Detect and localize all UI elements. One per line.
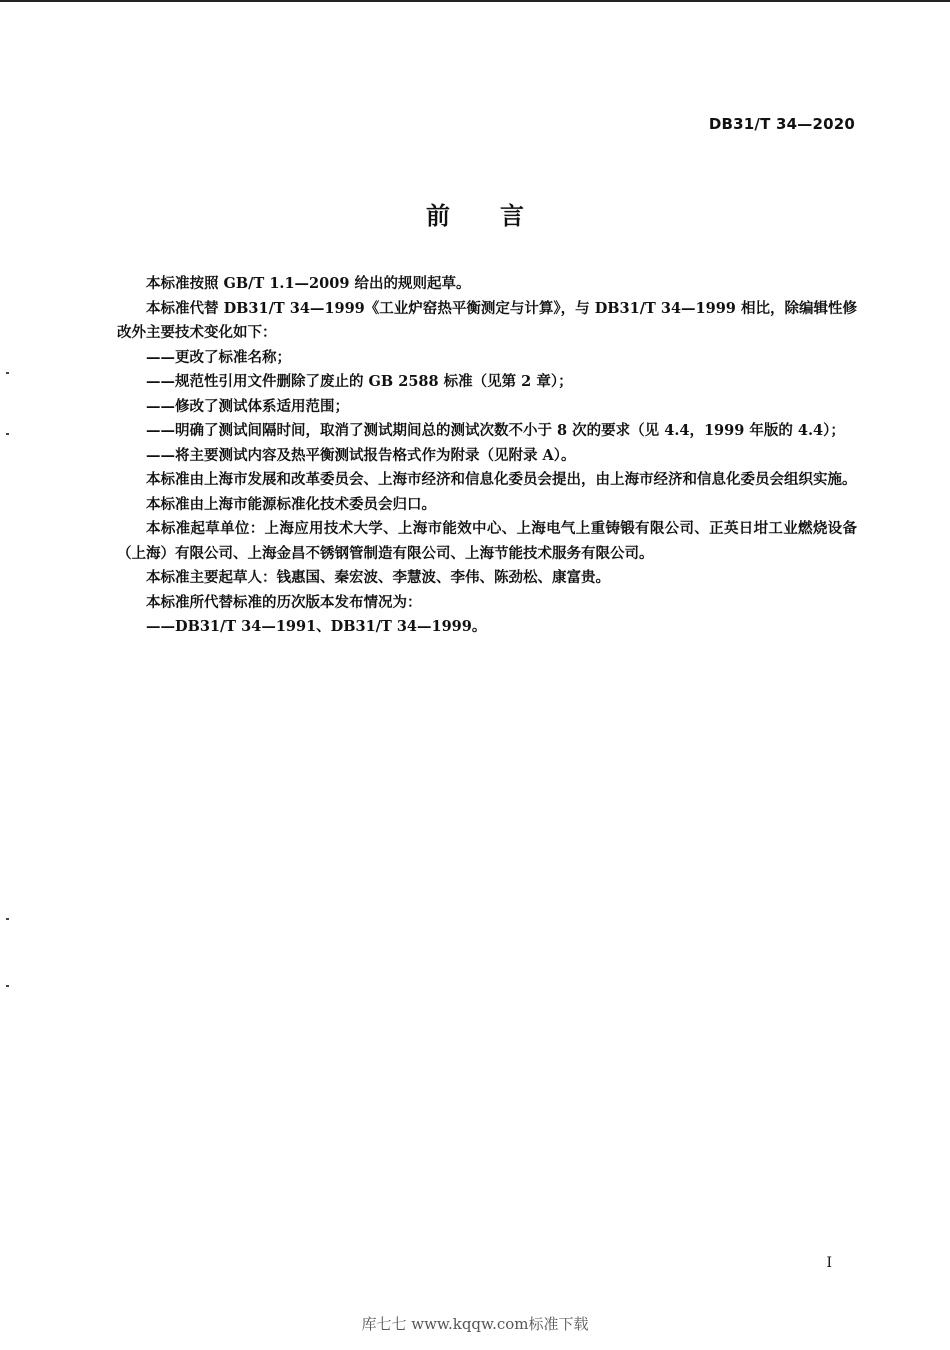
paragraph-drafting-units: 本标准起草单位：上海应用技术大学、上海市能效中心、上海电气上重铸锻有限公司、正英日坩工业燃烧设备（上海）有限公司、上海金昌不锈钢管制造有限公司、上海节能技术服务有限公司。 [117, 520, 857, 562]
paragraph-replacement: 本标准代替 DB31/T 34—1999《工业炉窑热平衡测定与计算》，与 DB31/T 34—1999 相比，除编辑性修改外主要技术变化如下： [117, 299, 857, 341]
change-item: ——将主要测试内容及热平衡测试报告格式作为附录（见附录 A）。 [146, 446, 576, 464]
paragraph-committee: 本标准由上海市能源标准化技术委员会归口。 [146, 495, 436, 513]
page-title: 前言 [426, 202, 574, 230]
margin-mark [6, 985, 9, 987]
change-item: ——明确了测试间隔时间，取消了测试期间总的测试次数不小于 8 次的要求（见 4.4，1999 年版的 4.4）； [146, 422, 845, 439]
page-number: I [826, 1255, 832, 1271]
paragraph-drafters: 本标准主要起草人：钱惠国、秦宏波、李慧波、李伟、陈劲松、康富贵。 [146, 569, 610, 586]
paragraph-drafting-rule: 本标准按照 GB/T 1.1—2009 给出的规则起草。 [146, 275, 471, 292]
foreword-body [117, 272, 857, 640]
paragraph-history-intro: 本标准所代替标准的历次版本发布情况为： [146, 593, 422, 611]
margin-mark [6, 918, 9, 920]
standard-code: DB31/T 34—2020 [708, 115, 855, 133]
paragraph-proposer: 本标准由上海市发展和改革委员会、上海市经济和信息化委员会提出，由上海市经济和信息化委员会组织实施。 [146, 471, 857, 488]
watermark-text: 库七七 www.kqqw.com标准下载 [361, 1315, 589, 1333]
margin-mark [6, 372, 9, 374]
top-border-rule [0, 0, 950, 2]
change-item: ——修改了测试体系适用范围； [146, 397, 349, 415]
change-item: ——更改了标准名称； [146, 348, 291, 366]
history-item: ——DB31/T 34—1991、DB31/T 34—1999。 [146, 618, 487, 635]
change-item: ——规范性引用文件删除了废止的 GB 2588 标准（见第 2 章）； [146, 373, 573, 390]
margin-mark [6, 433, 9, 435]
